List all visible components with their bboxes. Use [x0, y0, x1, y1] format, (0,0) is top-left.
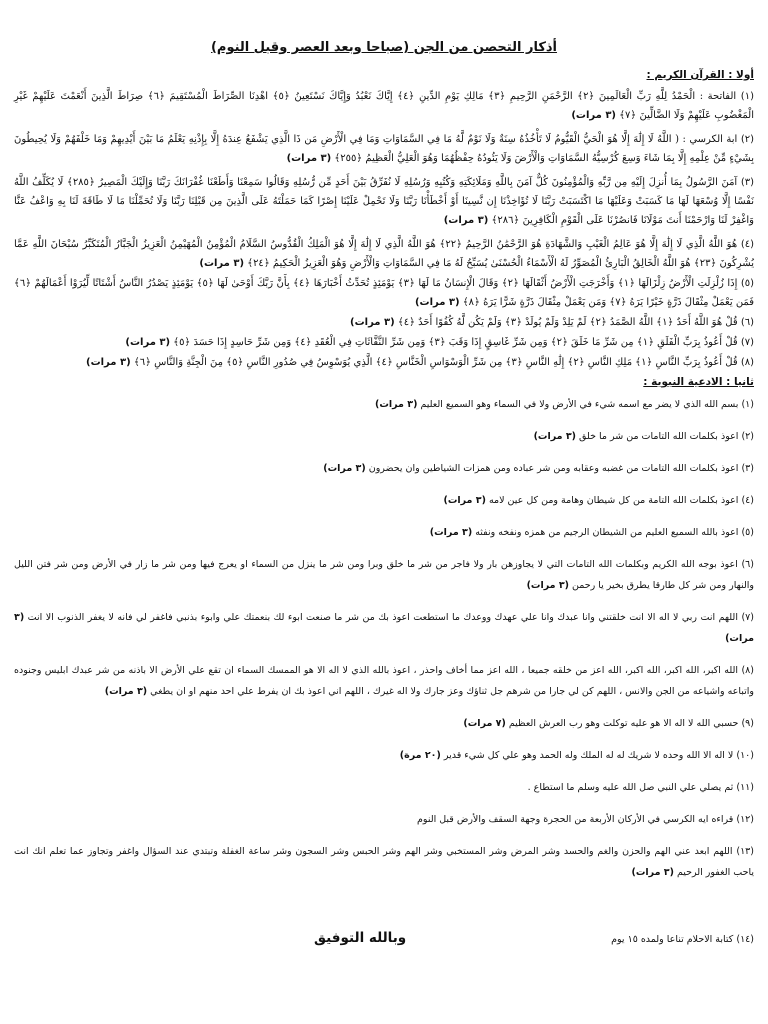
item-number: (٨) — [741, 665, 754, 676]
quran-list — [14, 87, 754, 372]
item-text: اللهم ابعد عني الهم والحزن والغم والحسد وشر المرض وشر المستخبي وشر الهم وشر الحبس وشر السجون وشر ساعة الغفلة وتبتدي عند السؤال واغفر وتجاوز عما تعلم انك انت ياحب الغفور الرحيم — [14, 846, 754, 878]
dua-item — [14, 426, 754, 447]
item-text: قراءه ايه الكرسي في الأركان الأربعة من الحجرة وجهة السقف والأرض قبل النوم — [417, 814, 734, 825]
dua-item — [14, 522, 754, 543]
repeat-count: (٣ مرات) — [86, 357, 131, 368]
quran-item — [14, 130, 754, 168]
repeat-count: (٣ مرات) — [631, 867, 674, 878]
item-text: بسم الله الذي لا يضر مع اسمه شيء في الأرض ولا في السماء وهو السميع العليم — [420, 399, 739, 410]
closing-phrase: وبالله التوفيق — [314, 930, 407, 946]
item-number: (٦) — [740, 317, 754, 328]
item-number: (٥) — [740, 278, 754, 289]
item-number: (٢) — [741, 431, 754, 442]
item-text: اعوذ بالله السميع العليم من الشيطان الرجيم من همزه ونفخه ونفثه — [475, 527, 739, 538]
repeat-count: (٣ مرات) — [286, 153, 332, 164]
repeat-count: (٣ مرات) — [443, 495, 486, 506]
item-text: قُلْ هُوَ اللَّهُ أَحَدٌ ﴿١﴾ اللَّهُ الصَّمَدُ ﴿٢﴾ لَمْ يَلِدْ وَلَمْ يُولَدْ ﴿٣﴾ وَلَمْ يَكُن لَّهُ كُفُوًا أَحَدٌ ﴿٤﴾ — [397, 317, 738, 328]
repeat-count: (٣ مرات) — [323, 463, 366, 474]
item-number: (٤) — [741, 495, 754, 506]
quran-section-heading: أولا : القرآن الكريم : — [646, 69, 754, 81]
repeat-count: (٧ مرات) — [463, 718, 506, 729]
repeat-count: (٣ مرات) — [125, 337, 171, 348]
repeat-count: (٣ مرات) — [533, 431, 576, 442]
quran-item — [14, 173, 754, 230]
quran-item — [14, 313, 754, 332]
quran-item — [14, 87, 754, 125]
item-text: آمَنَ الرَّسُولُ بِمَا أُنزِلَ إِلَيْهِ مِن رَّبِّهِ وَالْمُؤْمِنُونَ كُلٌّ آمَنَ بِاللَّهِ وَمَلَائِكَتِهِ وَكُتُبِهِ وَرُسُلِهِ لَا نُفَرِّقُ بَيْنَ أَحَدٍ مِّن رُّسُلِهِ وَقَالُوا سَمِعْنَا وَأَطَعْنَا غُفْرَانَكَ رَبَّنَا وَإِلَيْكَ الْمَصِيرُ ﴿٢٨٥﴾ لَا يُكَلِّفُ اللَّهُ نَفْسًا إِلَّا وُسْعَهَا لَهَا مَا كَسَبَتْ وَعَلَيْهَا مَا اكْتَسَبَتْ رَبَّنَا لَا تُؤَاخِذْنَا إِن نَّسِينَا أَوْ أَخْطَأْنَا رَبَّنَا وَلَا تَحْمِلْ عَلَيْنَا إِصْرًا كَمَا حَمَلْتَهُ عَلَى الَّذِينَ مِن قَبْلِنَا رَبَّنَا وَلَا تُحَمِّلْنَا مَا لَا طَاقَةَ لَنَا بِهِ وَاعْفُ عَنَّا وَاغْفِرْ لَنَا وَارْحَمْنَا أَنتَ مَوْلَانَا فَانصُرْنَا عَلَى الْقَوْمِ الْكَافِرِينَ ﴿٢٨٦﴾ — [14, 177, 754, 226]
item-text: حسبي الله لا اله الا هو عليه توكلت وهو رب العرش العظيم — [508, 718, 739, 729]
repeat-count: (٣ مرات) — [443, 215, 489, 226]
page-title: أذكار التحصن من الجن (صباحا وبعد العصر وقبل النوم) — [210, 40, 558, 55]
dua-item — [14, 554, 754, 596]
item-number: (٢) — [740, 134, 754, 145]
quran-item — [14, 333, 754, 352]
item-text: اعوذ بوجه الله الكريم وبكلمات الله التامات التي لا يجاوزهن بار ولا فاجر من شر ما خلق وبرا ومن شر ما ينزل من السماء او يعرج فيها ومن شر ما زار في الأرض ومن شر فتن الليل والنهار ومن شر كل طارقا يطرق بخير يا رحمن — [14, 559, 754, 591]
item-number: (٧) — [740, 337, 754, 348]
item-text: قُلْ أَعُوذُ بِرَبِّ النَّاسِ ﴿١﴾ مَلِكِ النَّاسِ ﴿٢﴾ إِلَٰهِ النَّاسِ ﴿٣﴾ مِن شَرِّ الْوَسْوَاسِ الْخَنَّاسِ ﴿٤﴾ الَّذِي يُوَسْوِسُ فِي صُدُورِ النَّاسِ ﴿٥﴾ مِنَ الْجِنَّةِ وَالنَّاسِ ﴿٦﴾ — [133, 357, 738, 368]
dua-item-last — [611, 934, 754, 945]
item-text: اعوذ بكلمات الله التامات من شر ما خلق — [579, 431, 739, 442]
item-number: (١) — [740, 91, 754, 102]
item-text: ثم يصلي علي النبي صل الله عليه وسلم ما استطاع . — [527, 782, 734, 793]
quran-item — [14, 274, 754, 312]
item-number: (١١) — [736, 782, 754, 793]
item-number: (٣) — [740, 177, 754, 188]
item-text: اللهم انت ربي لا اله الا انت خلقتني وانا عبدك وانا علي عهدك ووعدك ما استطعت اعوذ بك من شر ما صنعت ابوء لك بنعمتك علي وابوء بذنبي فاغفر لي فانه لا يغفر الذنوب الا انت — [27, 612, 738, 623]
dua-item — [14, 394, 754, 415]
item-number: (١٣) — [736, 846, 754, 857]
item-number: (٧) — [741, 612, 754, 623]
repeat-count: (٣ مرات) — [199, 258, 245, 269]
repeat-count: (٣ مرات) — [375, 399, 418, 410]
dua-item — [14, 458, 754, 479]
dua-item — [14, 809, 754, 830]
item-text: كتابة الاحلام تناعا ولمده ١٥ يوم — [611, 934, 734, 945]
repeat-count: (٣ مرات) — [571, 110, 616, 121]
dua-item — [14, 841, 754, 883]
item-number: (٨) — [740, 357, 754, 368]
item-number: (١) — [741, 399, 754, 410]
repeat-count: (٣ مرات) — [104, 686, 148, 697]
dua-item — [14, 490, 754, 511]
item-number: (٦) — [741, 559, 754, 570]
item-number: (٩) — [741, 718, 754, 729]
item-number: (٤) — [740, 239, 754, 250]
item-text: لا اله الا الله وحده لا شريك له له الملك وله الحمد وهو علي كل شيء قدير — [443, 750, 734, 761]
repeat-count: (٣ مرات) — [526, 580, 569, 591]
repeat-count: (٣ مرات) — [414, 297, 460, 308]
dua-item — [14, 745, 754, 766]
item-text: هُوَ اللَّهُ الَّذِي لَا إِلَٰهَ إِلَّا هُوَ عَالِمُ الْغَيْبِ وَالشَّهَادَةِ هُوَ الرَّحْمَٰنُ الرَّحِيمُ ﴿٢٢﴾ هُوَ اللَّهُ الَّذِي لَا إِلَٰهَ إِلَّا هُوَ الْمَلِكُ الْقُدُّوسُ السَّلَامُ الْمُؤْمِنُ الْمُهَيْمِنُ الْعَزِيزُ الْجَبَّارُ الْمُتَكَبِّرُ سُبْحَانَ اللَّهِ عَمَّا يُشْرِكُونَ ﴿٢٣﴾ هُوَ اللَّهُ الْخَالِقُ الْبَارِئُ الْمُصَوِّرُ لَهُ الْأَسْمَاءُ الْحُسْنَىٰ يُسَبِّحُ لَهُ مَا فِي السَّمَاوَاتِ وَالْأَرْضِ وَهُوَ الْعَزِيزُ الْحَكِيمُ ﴿٢٤﴾ — [14, 239, 754, 269]
item-number: (١٠) — [736, 750, 754, 761]
dua-item — [14, 660, 754, 702]
item-text: اعوذ بكلمات الله التامة من كل شيطان وهامة ومن كل عين لامه — [488, 495, 739, 506]
footer-row — [14, 930, 754, 946]
dua-section-heading: ثانيا : الادعية النبوية : — [643, 376, 754, 388]
item-text: قُلْ أَعُوذُ بِرَبِّ الْفَلَقِ ﴿١﴾ مِن شَرِّ مَا خَلَقَ ﴿٢﴾ وَمِن شَرِّ غَاسِقٍ إِذَا وَقَبَ ﴿٣﴾ وَمِن شَرِّ النَّفَّاثَاتِ فِي الْعُقَدِ ﴿٤﴾ وَمِن شَرِّ حَاسِدٍ إِذَا حَسَدَ ﴿٥﴾ — [173, 337, 738, 348]
repeat-count: (٣ مرات) — [350, 317, 395, 328]
quran-item — [14, 353, 754, 372]
item-text: الله اكبر، الله اكبر، الله اكبر، الله اعز من خلقه جميعا ، الله اعز مما أخاف واحذر ، اعوذ بالله الذي لا اله الا هو الممسك السماء ان تقع علي الأرض الا باذنه من شر عبدك ابليس وجنوده واتباعه واشياعه من الجن والانس ، اللهم كن لي جارا من شرهم جل ثناؤك وعز جارك ولا اله غيرك ، اللهم اني اعوذ بك ان يفرط علي احد منهم او ان يطغي — [14, 665, 754, 697]
item-text: اعوذ بكلمات الله التامات من غضبه وعقابه ومن شر عباده ومن همزات الشياطين وان يحضرون — [368, 463, 739, 474]
quran-item — [14, 235, 754, 273]
item-number: (٥) — [741, 527, 754, 538]
item-number: (١٤) — [736, 934, 754, 945]
dua-item — [14, 713, 754, 734]
dua-item — [14, 607, 754, 649]
repeat-count: (٢٠ مرة) — [399, 750, 441, 761]
item-text: الفاتحة : الْحَمْدُ لِلَّهِ رَبِّ الْعَالَمِينَ ﴿٢﴾ الرَّحْمَنِ الرَّحِيمِ ﴿٣﴾ مَالِكِ يَوْمِ الدِّينِ ﴿٤﴾ إِيَّاكَ نَعْبُدُ وَإِيَّاكَ نَسْتَعِينُ ﴿٥﴾ اهْدِنَا الصِّرَاطَ الْمُسْتَقِيمَ ﴿٦﴾ صِرَاطَ الَّذِينَ أَنْعَمْتَ عَلَيْهِمْ غَيْرِ الْمَغْضُوبِ عَلَيْهِمْ وَلَا الضَّالِّينَ ﴿٧﴾ — [14, 91, 754, 121]
item-number: (٣) — [741, 463, 754, 474]
item-text: ابة الكرسي : ( اللَّهُ لَا إِلَٰهَ إِلَّا هُوَ الْحَيُّ الْقَيُّومُ لَا تَأْخُذُهُ سِنَةٌ وَلَا نَوْمٌ لَّهُ مَا فِي السَّمَاوَاتِ وَمَا فِي الْأَرْضِ مَن ذَا الَّذِي يَشْفَعُ عِندَهُ إِلَّا بِإِذْنِهِ يَعْلَمُ مَا بَيْنَ أَيْدِيهِمْ وَمَا خَلْفَهُمْ وَلَا يُحِيطُونَ بِشَيْءٍ مِّنْ عِلْمِهِ إِلَّا بِمَا شَاءَ وَسِعَ كُرْسِيُّهُ السَّمَاوَاتِ وَالْأَرْضَ وَلَا يَئُودُهُ حِفْظُهُمَا وَهُوَ الْعَلِيُّ الْعَظِيمُ ﴿٢٥٥﴾ — [14, 134, 754, 164]
repeat-count: (٣ مرات) — [429, 527, 473, 538]
item-text: إِذَا زُلْزِلَتِ الْأَرْضُ زِلْزَالَهَا ﴿١﴾ وَأَخْرَجَتِ الْأَرْضُ أَثْقَالَهَا ﴿٢﴾ وَقَالَ الْإِنسَانُ مَا لَهَا ﴿٣﴾ يَوْمَئِذٍ تُحَدِّثُ أَخْبَارَهَا ﴿٤﴾ بِأَنَّ رَبَّكَ أَوْحَىٰ لَهَا ﴿٥﴾ يَوْمَئِذٍ يَصْدُرُ النَّاسُ أَشْتَاتًا لِّيُرَوْا أَعْمَالَهُمْ ﴿٦﴾ فَمَن يَعْمَلْ مِثْقَالَ ذَرَّةٍ خَيْرًا يَرَهُ ﴿٧﴾ وَمَن يَعْمَلْ مِثْقَالَ ذَرَّةٍ شَرًّا يَرَهُ ﴿٨﴾ — [14, 278, 754, 308]
dua-list — [14, 394, 754, 883]
item-number: (١٢) — [736, 814, 754, 825]
repeat-count: (٣ مرات) — [14, 612, 754, 644]
dua-item — [14, 777, 754, 798]
